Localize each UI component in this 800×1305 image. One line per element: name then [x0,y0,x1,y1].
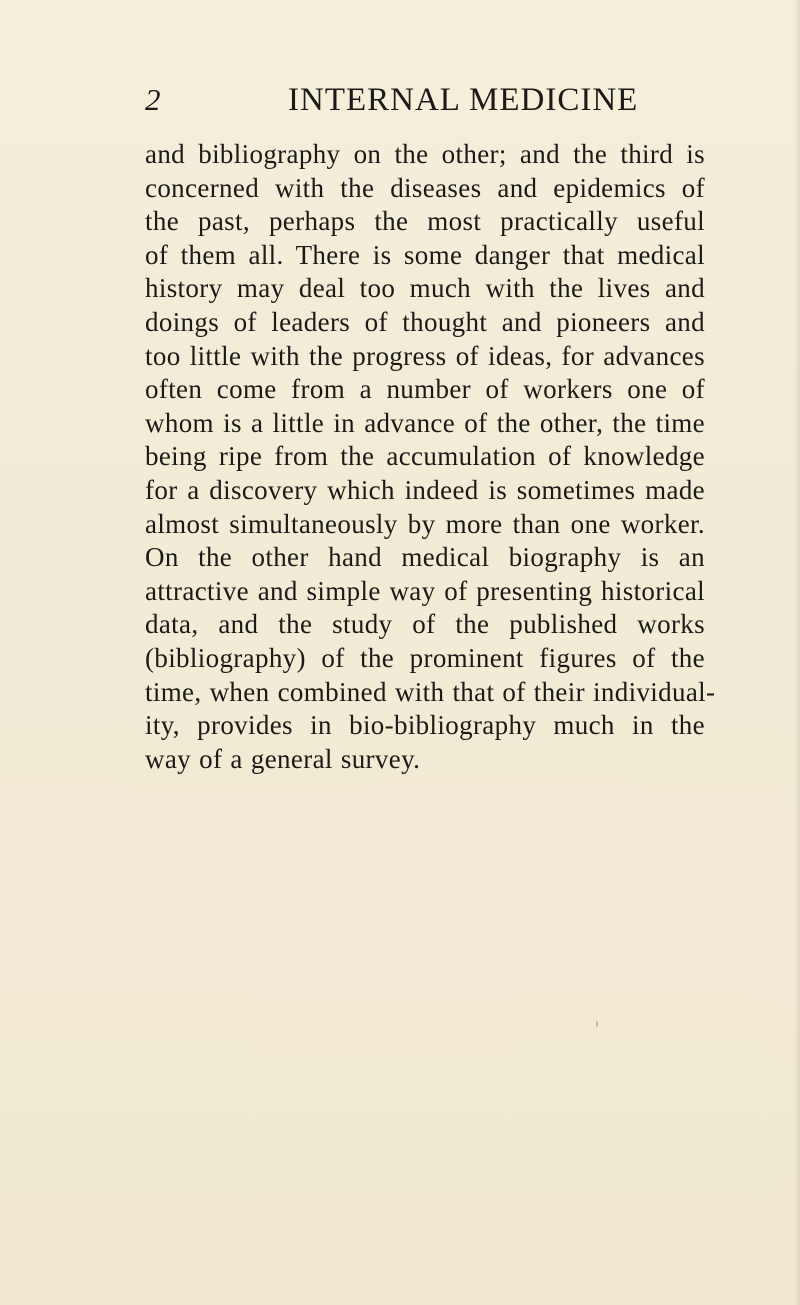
running-head [145,80,705,124]
text-line: for a discovery which indeed is sometimes made [145,474,705,505]
running-title: INTERNAL MEDICINE [288,82,639,118]
text-line: whom is a little in advance of the other, the time [145,407,705,438]
text-line: too little with the progress of ideas, for advances [145,340,705,371]
text-line: attractive and simple way of presenting historical [145,575,705,606]
text-line: almost simultaneously by more than one worker. [145,508,705,539]
text-line: being ripe from the accumulation of knowledge [145,441,705,472]
paper-speck [596,1021,598,1027]
page-number: 2 [145,82,161,117]
body-paragraph [145,138,716,776]
text-line: and bibliography on the other; and the third is [145,139,705,169]
text-line: ity, provides in bio-bibliography much in the [145,710,705,741]
text-line: data, and the study of the published works [145,609,705,640]
text-line: of them all. There is some danger that medical [145,239,705,270]
text-line: history may deal too much with the lives and [145,273,705,304]
text-line: way of a general survey. [145,743,421,774]
text-line: concerned with the diseases and epidemics of [145,172,705,203]
text-line: (bibliography) of the prominent figures of the [145,642,705,673]
text-line: doings of leaders of thought and pioneers and [145,306,705,337]
page-edge-shadow [794,0,800,1305]
text-line: the past, perhaps the most practically useful [145,206,705,237]
text-line: often come from a number of workers one of [145,374,705,405]
text-line: time, when combined with that of their individual- [145,676,716,707]
text-line: On the other hand medical biography is an [145,542,705,573]
